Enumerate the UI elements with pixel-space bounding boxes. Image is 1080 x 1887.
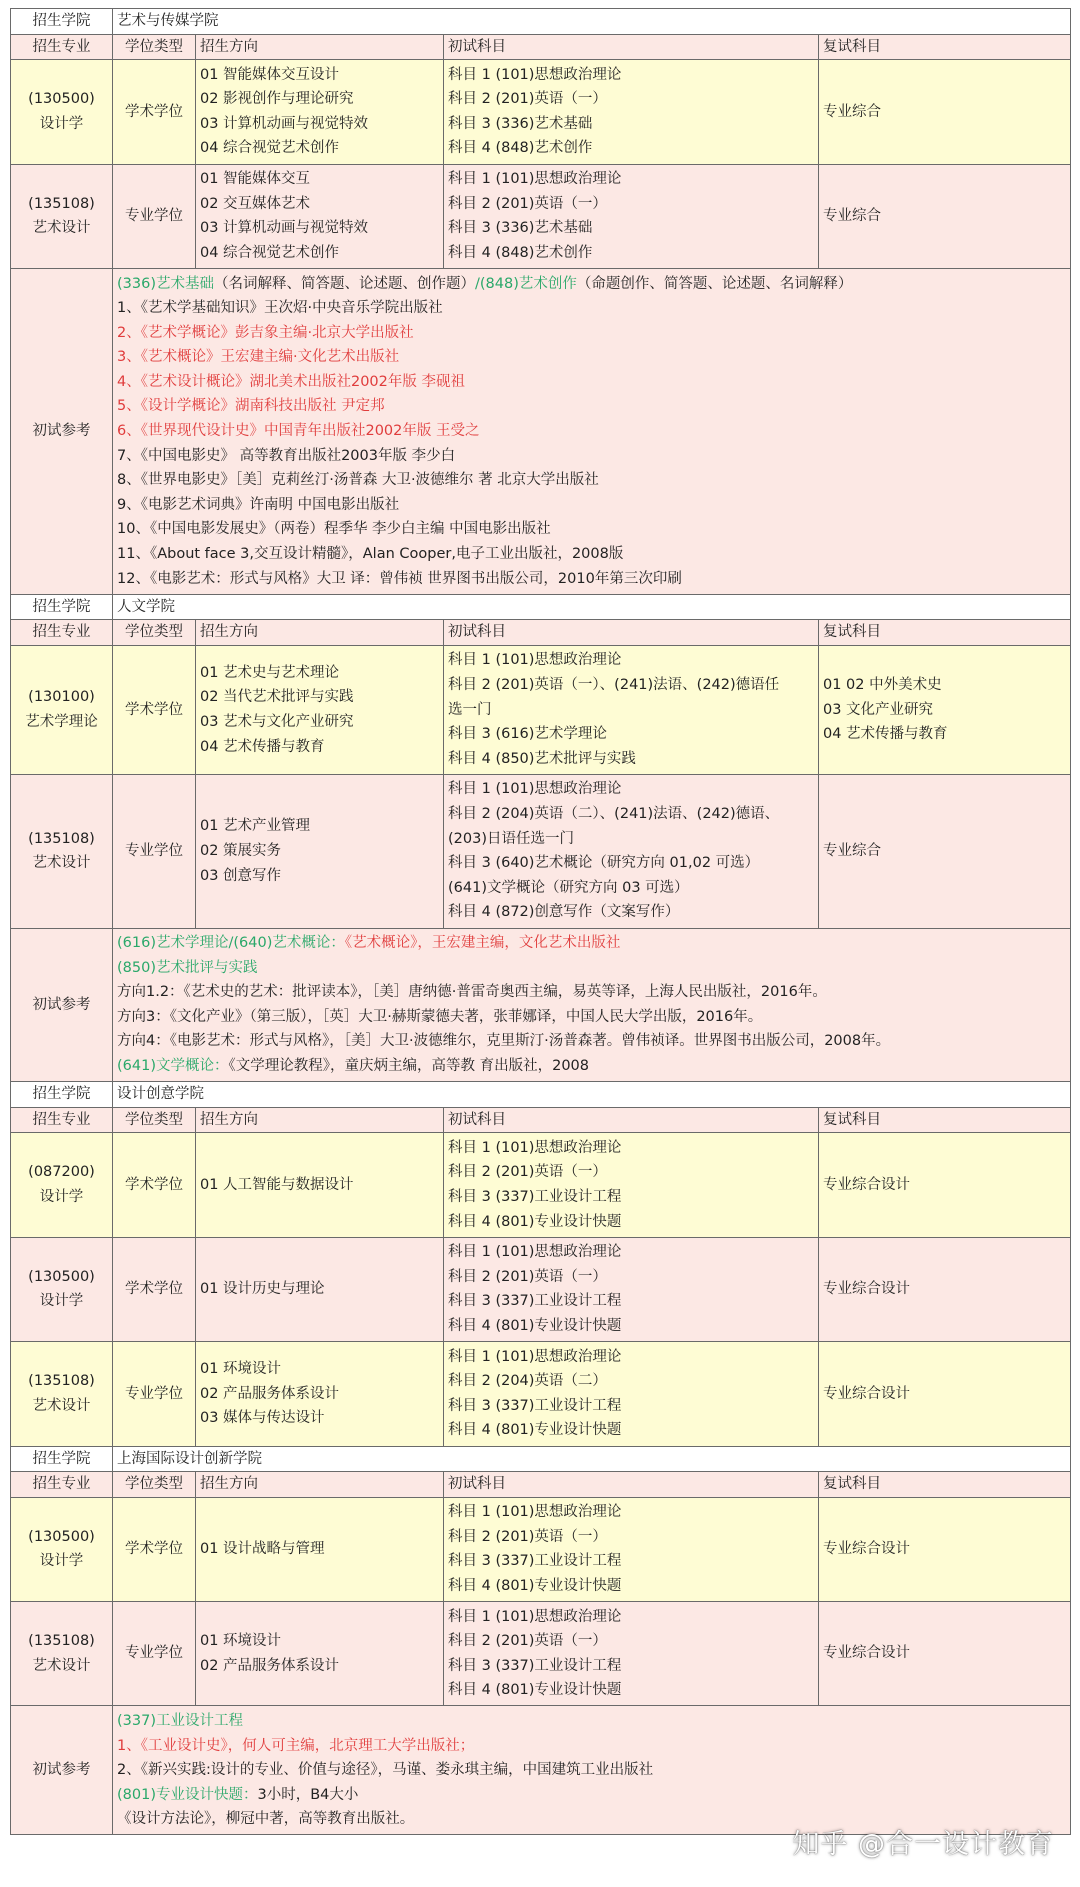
reference-line	[117, 321, 1066, 346]
retest-cell	[819, 164, 1071, 268]
college-label: 招生学院	[11, 1082, 113, 1108]
reference-segment: 《艺术概论》，王宏建主编，文化艺术出版社	[344, 935, 621, 952]
program-row	[11, 645, 1071, 774]
direction-item: 02 当代艺术批评与实践	[200, 689, 354, 706]
direction-item: 03 计算机动画与视觉特效	[200, 115, 369, 132]
major-name: 艺术设计	[32, 220, 91, 237]
exam-subject: 科目 3 (336)艺术基础	[448, 115, 593, 132]
direction-item: 01 艺术史与艺术理论	[200, 664, 340, 681]
reference-line	[117, 567, 1066, 592]
program-row	[11, 1237, 1071, 1341]
retest-subject: 专业综合设计	[823, 1645, 910, 1662]
header-degree: 学位类型	[113, 620, 196, 646]
header-major: 招生专业	[11, 1107, 113, 1133]
directions-cell	[196, 774, 444, 928]
college-row	[11, 9, 1071, 35]
reference-line	[117, 931, 1066, 956]
program-row	[11, 774, 1071, 928]
exam-subject: 科目 3 (337)工业设计工程	[448, 1657, 622, 1674]
exam-subject: 科目 2 (201)英语（一）	[448, 1528, 607, 1545]
reference-line	[117, 272, 1066, 297]
degree-type: 专业学位	[113, 774, 196, 928]
reference-label: 初试参考	[11, 1706, 113, 1835]
exam-subject: 科目 1 (101)思想政治理论	[448, 652, 622, 669]
program-row	[11, 1602, 1071, 1706]
reference-segment: 1、《艺术学基础知识》王次炤·中央音乐学院出版社	[117, 300, 443, 317]
exam-subject: 科目 4 (801)专业设计快题	[448, 1682, 622, 1699]
reference-segment: 1、《工业设计史》，何人可主编，北京理工大学出版社；	[117, 1737, 475, 1754]
reference-line	[117, 493, 1066, 518]
exam-subject: 科目 4 (801)专业设计快题	[448, 1422, 622, 1439]
direction-item: 04 艺术传播与教育	[200, 738, 325, 755]
reference-segment: 12、《电影艺术：形式与风格》大卫 译：曾伟祯 世界图书出版公司，2010年第三次印刷	[117, 570, 682, 587]
exam-subject: 科目 4 (850)艺术批评与实践	[448, 750, 636, 767]
major-code: (130500)	[28, 91, 95, 108]
direction-item: 01 艺术产业管理	[200, 818, 311, 835]
exam-subject: 科目 2 (201)英语（一）、(241)法语、(242)德语任	[448, 677, 780, 694]
retest-cell	[819, 1342, 1071, 1446]
reference-segment: 《文学理论教程》，童庆炳主编，高等教 育出版社，2008	[228, 1058, 590, 1075]
exam-subject: 选一门	[448, 701, 492, 718]
reference-segment: 7、《中国电影史》 高等教育出版社2003年版 李少白	[117, 447, 456, 464]
exams-cell	[444, 164, 819, 268]
exam-subject: (203)日语任选一门	[448, 830, 574, 847]
direction-item: 01 设计历史与理论	[200, 1281, 325, 1298]
reference-line	[117, 1734, 1066, 1759]
college-name: 设计创意学院	[113, 1082, 1071, 1108]
degree-type: 学术学位	[113, 1237, 196, 1341]
reference-segment: (337)工业设计工程	[117, 1712, 243, 1729]
major-code: (087200)	[28, 1164, 95, 1181]
degree-type: 学术学位	[113, 645, 196, 774]
header-retest: 复试科目	[819, 1107, 1071, 1133]
major-name: 艺术设计	[32, 1397, 91, 1414]
exam-subject: 科目 3 (337)工业设计工程	[448, 1397, 622, 1414]
exam-subject: 科目 3 (336)艺术基础	[448, 220, 593, 237]
reference-label: 初试参考	[11, 928, 113, 1082]
direction-item: 01 智能媒体交互	[200, 171, 311, 188]
header-direction: 招生方向	[196, 1472, 444, 1498]
major-code: (130500)	[28, 1268, 95, 1285]
exam-subject: 科目 1 (101)思想政治理论	[448, 171, 622, 188]
direction-item: 01 环境设计	[200, 1633, 282, 1650]
reference-segment: 2、《新兴实践:设计的专业、价值与途径》，马谨、娄永琪主编，中国建筑工业出版社	[117, 1762, 654, 1779]
reference-line	[117, 956, 1066, 981]
major-cell	[11, 164, 113, 268]
degree-type: 专业学位	[113, 164, 196, 268]
exam-subject: 科目 2 (204)英语（二）	[448, 1373, 607, 1390]
direction-item: 01 智能媒体交互设计	[200, 66, 340, 83]
exams-cell	[444, 1497, 819, 1601]
retest-subject: 专业综合设计	[823, 1385, 910, 1402]
retest-subject: 03 文化产业研究	[823, 701, 934, 718]
direction-item: 04 综合视觉艺术创作	[200, 140, 340, 157]
reference-line	[117, 345, 1066, 370]
major-cell	[11, 1497, 113, 1601]
exams-cell	[444, 774, 819, 928]
reference-line	[117, 1054, 1066, 1079]
exam-subject: 科目 1 (101)思想政治理论	[448, 1244, 622, 1261]
exams-cell	[444, 1602, 819, 1706]
reference-segment: 6、《世界现代设计史》中国青年出版社2002年版 王受之	[117, 423, 480, 440]
exams-cell	[444, 60, 819, 164]
header-row	[11, 1472, 1071, 1498]
reference-segment: (616)艺术学理论/(640)艺术概论：	[117, 935, 345, 952]
direction-item: 03 创意写作	[200, 867, 282, 884]
reference-segment: 11、《About face 3,交互设计精髓》，Alan Cooper,电子工业出版社，2008版	[117, 546, 624, 563]
exam-subject: 科目 4 (848)艺术创作	[448, 244, 593, 261]
exam-subject: 科目 1 (101)思想政治理论	[448, 781, 622, 798]
header-first-exam: 初试科目	[444, 1472, 819, 1498]
college-row	[11, 1446, 1071, 1472]
directions-cell	[196, 1342, 444, 1446]
retest-cell	[819, 774, 1071, 928]
reference-content	[113, 1706, 1071, 1835]
program-row	[11, 60, 1071, 164]
reference-line	[117, 296, 1066, 321]
exam-subject: 科目 4 (801)专业设计快题	[448, 1577, 622, 1594]
reference-line	[117, 1709, 1066, 1734]
degree-type: 学术学位	[113, 1497, 196, 1601]
header-direction: 招生方向	[196, 620, 444, 646]
header-row	[11, 620, 1071, 646]
exam-subject: 科目 2 (201)英语（一）	[448, 91, 607, 108]
major-name: 设计学	[39, 1293, 84, 1310]
header-first-exam: 初试科目	[444, 620, 819, 646]
reference-segment: (850)艺术批评与实践	[117, 959, 258, 976]
exams-cell	[444, 645, 819, 774]
degree-type: 学术学位	[113, 1133, 196, 1237]
retest-subject: 01 02 中外美术史	[823, 677, 942, 694]
retest-subject: 专业综合	[823, 207, 881, 224]
exam-subject: 科目 4 (801)专业设计快题	[448, 1318, 622, 1334]
reference-line	[117, 1758, 1066, 1783]
exam-subject: 科目 2 (201)英语（一）	[448, 1633, 607, 1650]
retest-subject: 专业综合设计	[823, 1541, 910, 1558]
header-major: 招生专业	[11, 34, 113, 60]
exam-subject: 科目 1 (101)思想政治理论	[448, 1139, 622, 1156]
direction-item: 01 设计战略与管理	[200, 1541, 325, 1558]
reference-segment: (641)文学概论：	[117, 1058, 229, 1075]
exam-subject: 科目 4 (801)专业设计快题	[448, 1213, 622, 1230]
direction-item: 04 综合视觉艺术创作	[200, 244, 340, 261]
exam-subject: 科目 3 (337)工业设计工程	[448, 1553, 622, 1570]
reference-segment: 9、《电影艺术词典》许南明 中国电影出版社	[117, 496, 400, 513]
retest-subject: 专业综合	[823, 103, 881, 120]
reference-segment: 3、《艺术概论》王宏建主编·文化艺术出版社	[117, 349, 400, 366]
retest-cell	[819, 60, 1071, 164]
retest-subject: 04 艺术传播与教育	[823, 726, 948, 743]
reference-segment: (336)艺术基础	[117, 275, 214, 292]
exam-subject: 科目 4 (872)创意写作（文案写作）	[448, 904, 680, 921]
directions-cell	[196, 164, 444, 268]
reference-content	[113, 268, 1071, 594]
admission-table	[10, 8, 1071, 1835]
program-row	[11, 164, 1071, 268]
major-name: 艺术设计	[32, 855, 91, 872]
header-row	[11, 1107, 1071, 1133]
major-cell	[11, 1602, 113, 1706]
exam-subject: 科目 1 (101)思想政治理论	[448, 1504, 622, 1521]
major-code: (135108)	[28, 830, 95, 847]
exams-cell	[444, 1342, 819, 1446]
reference-segment: 5、《设计学概论》湖南科技出版社 尹定邦	[117, 398, 385, 415]
reference-segment: 《设计方法论》，柳冠中著，高等教育出版社。	[117, 1811, 415, 1828]
college-label: 招生学院	[11, 594, 113, 620]
exam-subject: 科目 3 (337)工业设计工程	[448, 1189, 622, 1206]
major-cell	[11, 774, 113, 928]
reference-segment: 8、《世界电影史》［美］克莉丝汀·汤普森 大卫·波德维尔 著 北京大学出版社	[117, 472, 599, 489]
college-name: 人文学院	[113, 594, 1071, 620]
reference-line	[117, 419, 1066, 444]
header-row	[11, 34, 1071, 60]
header-direction: 招生方向	[196, 1107, 444, 1133]
major-name: 设计学	[39, 115, 84, 132]
direction-item: 03 媒体与传达设计	[200, 1410, 325, 1427]
reference-segment: 3小时，B4大小	[257, 1786, 359, 1803]
directions-cell	[196, 645, 444, 774]
exam-subject: 科目 3 (616)艺术学理论	[448, 726, 607, 743]
degree-type: 学术学位	[113, 60, 196, 164]
exam-subject: 科目 1 (101)思想政治理论	[448, 1348, 622, 1365]
header-major: 招生专业	[11, 1472, 113, 1498]
program-row	[11, 1342, 1071, 1446]
exam-subject: 科目 1 (101)思想政治理论	[448, 66, 622, 83]
reference-segment: (801)专业设计快题：	[117, 1786, 258, 1803]
directions-cell	[196, 1133, 444, 1237]
reference-line	[117, 444, 1066, 469]
directions-cell	[196, 1497, 444, 1601]
major-name: 艺术设计	[32, 1657, 91, 1674]
college-label: 招生学院	[11, 1446, 113, 1472]
college-label: 招生学院	[11, 9, 113, 35]
direction-item: 02 产品服务体系设计	[200, 1385, 340, 1402]
exam-subject: 科目 4 (848)艺术创作	[448, 140, 593, 157]
reference-segment: 方向4：《电影艺术：形式与风格》，［美］大卫·波德维尔，克里斯汀·汤普森著。曾伟祯译。世界图书出版公司，2008年。	[117, 1033, 891, 1050]
reference-line	[117, 1029, 1066, 1054]
retest-subject: 专业综合设计	[823, 1281, 910, 1298]
retest-cell	[819, 1497, 1071, 1601]
major-name: 设计学	[39, 1189, 84, 1206]
direction-item: 03 艺术与文化产业研究	[200, 713, 354, 730]
reference-row	[11, 928, 1071, 1082]
directions-cell	[196, 60, 444, 164]
retest-cell	[819, 1602, 1071, 1706]
reference-segment: /(848)艺术创作	[475, 275, 577, 292]
reference-segment: （名词解释、简答题、论述题、创作题）	[214, 275, 475, 292]
reference-line	[117, 1783, 1066, 1808]
major-code: (135108)	[28, 1633, 95, 1650]
header-degree: 学位类型	[113, 1472, 196, 1498]
reference-segment: 方向1.2：《艺术史的艺术：批评读本》，［美］唐纳德·普雷奇奥西主编，易英等译，上海人民出版社，2016年。	[117, 984, 827, 1001]
major-code: (135108)	[28, 195, 95, 212]
reference-row	[11, 1706, 1071, 1835]
major-cell	[11, 1237, 113, 1341]
reference-segment: 方向3：《文化产业》（第三版），［英］大卫·赫斯蒙德夫著，张菲娜译，中国人民大学出版，2016年。	[117, 1008, 763, 1025]
college-name: 上海国际设计创新学院	[113, 1446, 1071, 1472]
major-cell	[11, 60, 113, 164]
reference-segment: （命题创作、简答题、论述题、名词解释）	[576, 275, 853, 292]
header-retest: 复试科目	[819, 1472, 1071, 1498]
direction-item: 02 交互媒体艺术	[200, 195, 311, 212]
retest-cell	[819, 1133, 1071, 1237]
reference-line	[117, 468, 1066, 493]
major-code: (130100)	[28, 689, 95, 706]
exam-subject: 科目 3 (640)艺术概论（研究方向 01,02 可选）	[448, 855, 760, 872]
major-name: 设计学	[39, 1553, 84, 1570]
header-retest: 复试科目	[819, 620, 1071, 646]
reference-line	[117, 980, 1066, 1005]
reference-line	[117, 542, 1066, 567]
exam-subject: 科目 1 (101)思想政治理论	[448, 1608, 622, 1625]
major-code: (130500)	[28, 1528, 95, 1545]
program-row	[11, 1133, 1071, 1237]
header-major: 招生专业	[11, 620, 113, 646]
exam-subject: 科目 2 (204)英语（二）、(241)法语、(242)德语、	[448, 806, 780, 823]
direction-item: 02 影视创作与理论研究	[200, 91, 354, 108]
retest-subject: 专业综合	[823, 842, 881, 859]
exam-subject: (641)文学概论（研究方向 03 可选）	[448, 879, 689, 896]
header-direction: 招生方向	[196, 34, 444, 60]
reference-label: 初试参考	[11, 268, 113, 594]
exams-cell	[444, 1133, 819, 1237]
header-degree: 学位类型	[113, 34, 196, 60]
exam-subject: 科目 3 (337)工业设计工程	[448, 1293, 622, 1310]
retest-subject: 专业综合设计	[823, 1176, 910, 1193]
direction-item: 03 计算机动画与视觉特效	[200, 220, 369, 237]
degree-type: 专业学位	[113, 1602, 196, 1706]
direction-item: 02 产品服务体系设计	[200, 1657, 340, 1674]
reference-line	[117, 370, 1066, 395]
directions-cell	[196, 1237, 444, 1341]
direction-item: 02 策展实务	[200, 842, 282, 859]
reference-segment: 2、《艺术学概论》彭吉象主编·北京大学出版社	[117, 324, 414, 341]
header-first-exam: 初试科目	[444, 34, 819, 60]
major-cell	[11, 645, 113, 774]
reference-segment: 10、《中国电影发展史》（两卷）程季华 李少白主编 中国电影出版社	[117, 521, 551, 538]
retest-cell	[819, 1237, 1071, 1341]
college-row	[11, 594, 1071, 620]
exam-subject: 科目 2 (201)英语（一）	[448, 1164, 607, 1181]
reference-content	[113, 928, 1071, 1082]
reference-line	[117, 394, 1066, 419]
program-row	[11, 1497, 1071, 1601]
header-retest: 复试科目	[819, 34, 1071, 60]
watermark-text: 知乎 @合一设计教育	[792, 1829, 1054, 1860]
reference-line	[117, 517, 1066, 542]
reference-segment: 4、《艺术设计概论》湖北美术出版社2002年版 李砚祖	[117, 373, 465, 390]
exam-subject: 科目 2 (201)英语（一）	[448, 1268, 607, 1285]
direction-item: 01 环境设计	[200, 1360, 282, 1377]
reference-row	[11, 268, 1071, 594]
reference-line	[117, 1005, 1066, 1030]
major-code: (135108)	[28, 1373, 95, 1390]
degree-type: 专业学位	[113, 1342, 196, 1446]
header-degree: 学位类型	[113, 1107, 196, 1133]
major-cell	[11, 1133, 113, 1237]
header-first-exam: 初试科目	[444, 1107, 819, 1133]
exams-cell	[444, 1237, 819, 1341]
major-cell	[11, 1342, 113, 1446]
direction-item: 01 人工智能与数据设计	[200, 1176, 354, 1193]
major-name: 艺术学理论	[25, 713, 98, 730]
directions-cell	[196, 1602, 444, 1706]
exam-subject: 科目 2 (201)英语（一）	[448, 195, 607, 212]
college-name: 艺术与传媒学院	[113, 9, 1071, 35]
retest-cell	[819, 645, 1071, 774]
college-row	[11, 1082, 1071, 1108]
